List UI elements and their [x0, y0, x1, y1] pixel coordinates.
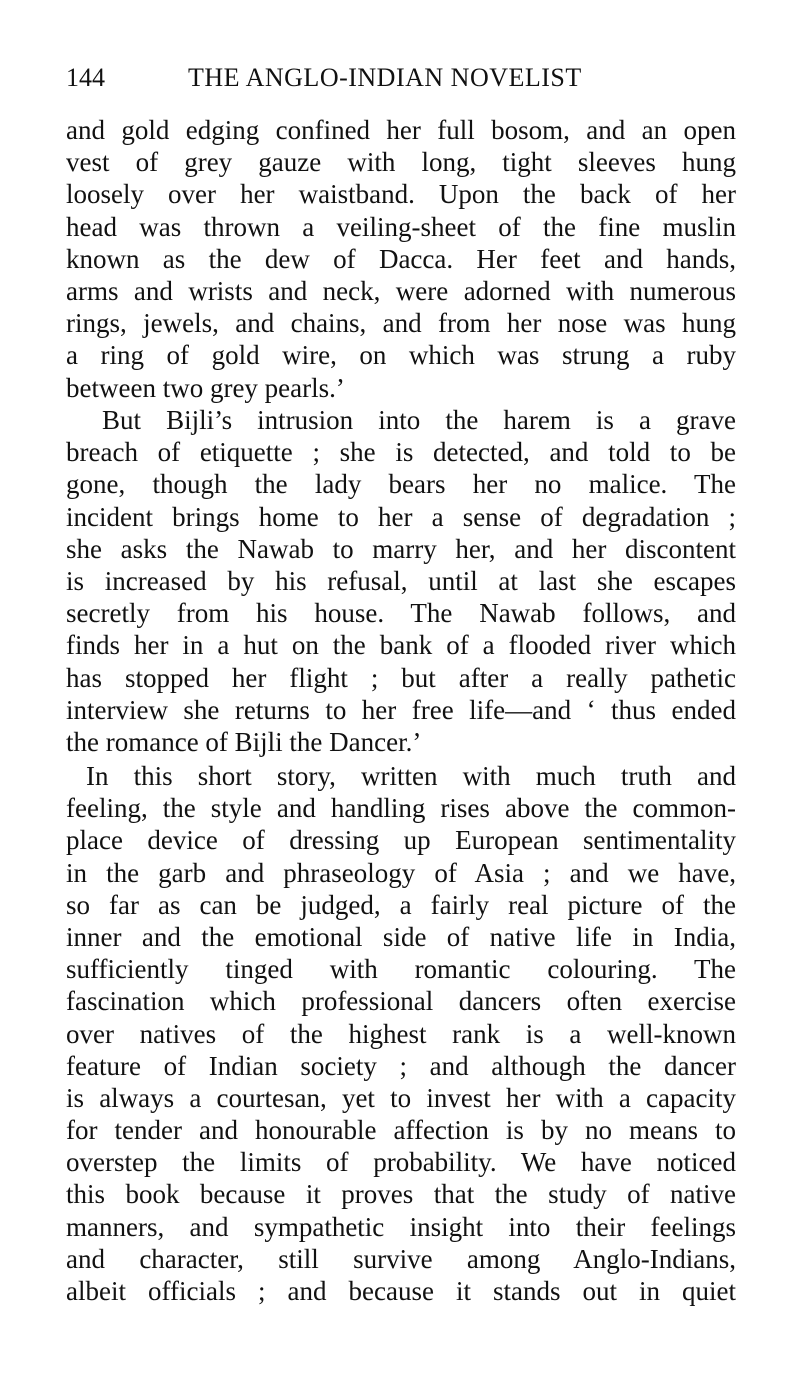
text-line: and gold edging confined her full bosom, and an open: [66, 115, 736, 145]
text-line: manners, and sympathetic insight into their feelings: [66, 1211, 736, 1242]
text-line: But Bijli’s intrusion into the harem is a grave: [102, 405, 736, 435]
text-line: overstep the limits of probability. We have noticed: [66, 1147, 736, 1178]
text-line: and character, still survive among Anglo-Indians,: [66, 1243, 736, 1274]
text-line: In this short story, written with much truth and: [86, 761, 736, 791]
text-line: place device of dressing up European sentimentality: [66, 825, 736, 856]
paragraph-1: [66, 114, 736, 404]
text-line: breach of etiquette ; she is detected, and told to be: [66, 437, 736, 468]
text-line: between two grey pearls.’: [66, 372, 345, 403]
text-line: secretly from his house. The Nawab follows, and: [66, 598, 736, 629]
text-line: she asks the Nawab to marry her, and her discontent: [66, 533, 736, 564]
text-line: so far as can be judged, a fairly real picture of the: [66, 889, 736, 920]
text-line: this book because it proves that the study of native: [66, 1179, 736, 1210]
text-line: fascination which professional dancers often exercise: [66, 986, 736, 1017]
page-number: 144: [66, 63, 105, 92]
text-line: feeling, the style and handling rises above the common-: [66, 793, 736, 824]
text-line: is always a courtesan, yet to invest her with a capacity: [66, 1082, 736, 1113]
text-line: albeit officials ; and because it stands out in quiet: [66, 1276, 736, 1306]
text-line: sufficiently tinged with romantic colouring. The: [66, 954, 736, 985]
running-title: THE ANGLO-INDIAN NOVELIST: [188, 63, 582, 92]
text-line: has stopped her flight ; but after a really pathetic: [66, 662, 736, 693]
text-line: in the garb and phraseology of Asia ; and we have,: [66, 857, 736, 888]
text-line: over natives of the highest rank is a well-known: [66, 1018, 736, 1049]
text-line: the romance of Bijli the Dancer.’: [66, 726, 422, 757]
text-line: rings, jewels, and chains, and from her nose was hung: [66, 308, 736, 339]
text-line: inner and the emotional side of native life in India,: [66, 921, 736, 952]
text-line: vest of grey gauze with long, tight sleeves hung: [66, 147, 736, 178]
text-line: loosely over her waistband. Upon the back of her: [66, 179, 736, 210]
text-line: known as the dew of Dacca. Her feet and hands,: [66, 243, 736, 274]
text-line: interview she returns to her free life—and ‘ thus ended: [66, 694, 736, 725]
text-line: gone, though the lady bears her no malice. The: [66, 469, 736, 500]
text-line: for tender and honourable affection is by no means to: [66, 1115, 736, 1146]
text-line: a ring of gold wire, on which was strung a ruby: [66, 340, 736, 371]
text-line: is increased by his refusal, until at last she escapes: [66, 565, 736, 596]
text-line: arms and wrists and neck, were adorned with numerous: [66, 275, 736, 306]
text-line: incident brings home to her a sense of degradation ;: [66, 501, 736, 532]
text-line: finds her in a hut on the bank of a flooded river which: [66, 630, 736, 661]
text-line: feature of Indian society ; and although the dancer: [66, 1050, 736, 1081]
text-line: head was thrown a veiling-sheet of the fine muslin: [66, 211, 736, 242]
paragraph-3: [66, 760, 736, 1307]
paragraph-2: [66, 404, 736, 758]
page-header: [66, 60, 734, 96]
